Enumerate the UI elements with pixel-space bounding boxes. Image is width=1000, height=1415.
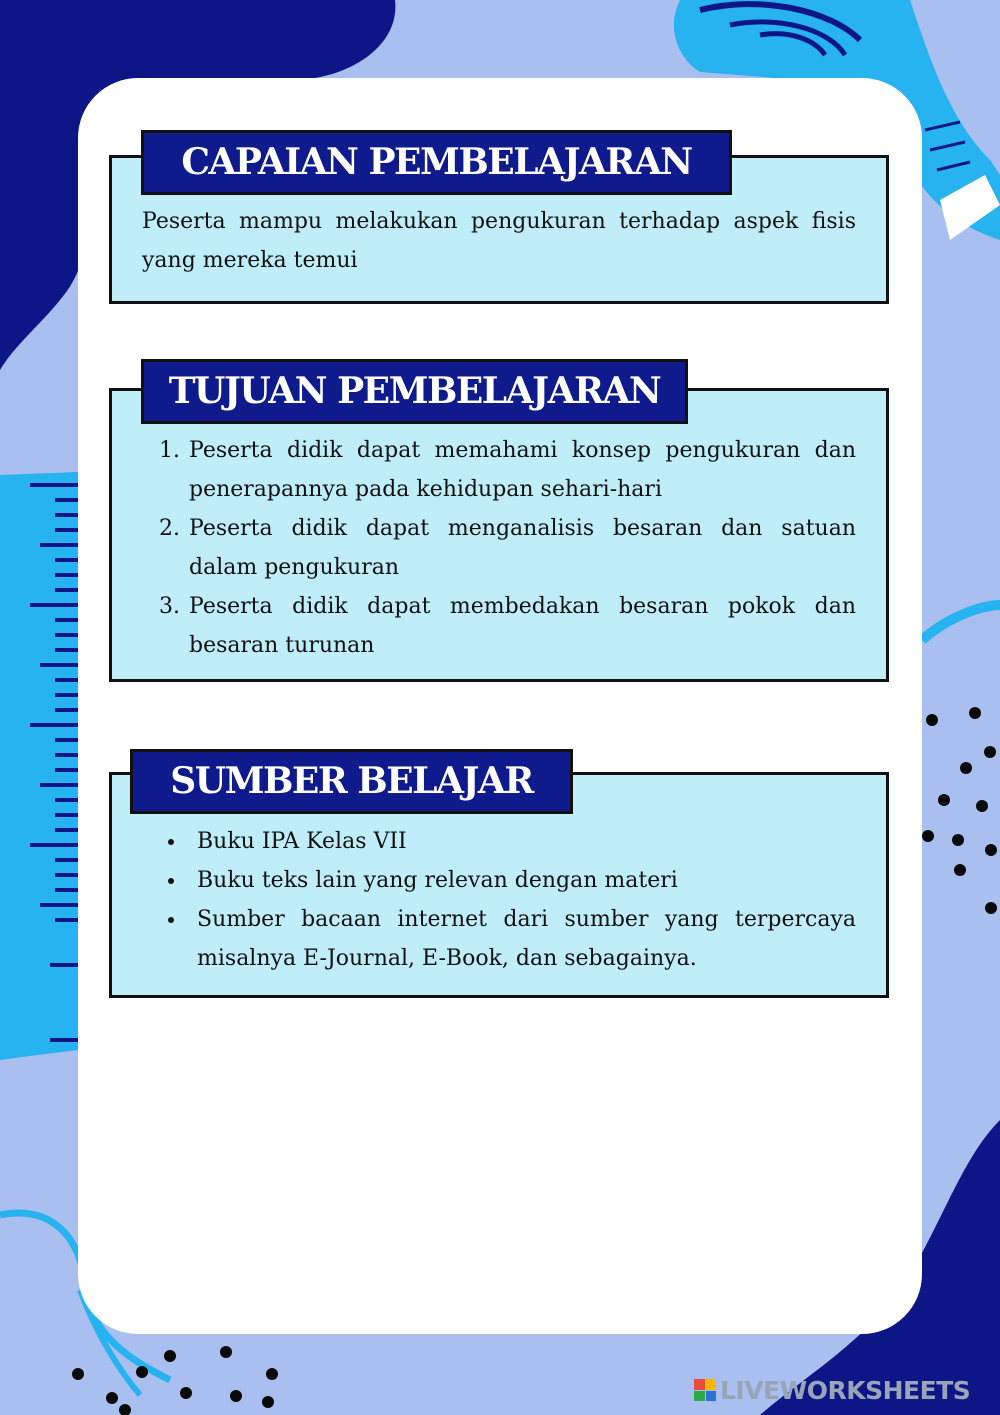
capaian-title: CAPAIAN PEMBELAJARAN: [141, 130, 732, 195]
list-item: 1. Peserta didik dapat memahami konsep pengukuran dan penerapannya pada kehidupan sehari-hari: [187, 431, 856, 509]
capaian-text: Peserta mampu melakukan pengukuran terhadap aspek fisis yang mereka temui: [142, 209, 856, 273]
tujuan-list: [142, 431, 856, 665]
list-item: 3. Peserta didik dapat membedakan besaran pokok dan besaran turunan: [187, 587, 856, 665]
right-cyan-curve: [922, 605, 1000, 640]
tujuan-box: [109, 388, 889, 682]
dots-decoration-bottom: [72, 1346, 278, 1415]
sumber-title: SUMBER BELAJAR: [130, 749, 573, 814]
liveworksheets-logo-icon: [694, 1379, 716, 1401]
list-item: • Sumber bacaan internet dari sumber yang terpercaya misalnya E-Journal, E-Book, dan sebagainya.: [187, 900, 856, 978]
sumber-list: [142, 822, 856, 978]
liveworksheets-watermark[interactable]: [694, 1376, 970, 1404]
dots-decoration-right: [922, 707, 997, 914]
watermark-text: LIVEWORKSHEETS: [720, 1375, 971, 1405]
list-item: • Buku teks lain yang relevan dengan materi: [187, 861, 856, 900]
list-item: • Buku IPA Kelas VII: [187, 822, 856, 861]
ruler-icon: [0, 472, 78, 1060]
list-item: 2. Peserta didik dapat menganalisis besaran dan satuan dalam pengukuran: [187, 509, 856, 587]
tujuan-title: TUJUAN PEMBELAJARAN: [141, 359, 688, 424]
